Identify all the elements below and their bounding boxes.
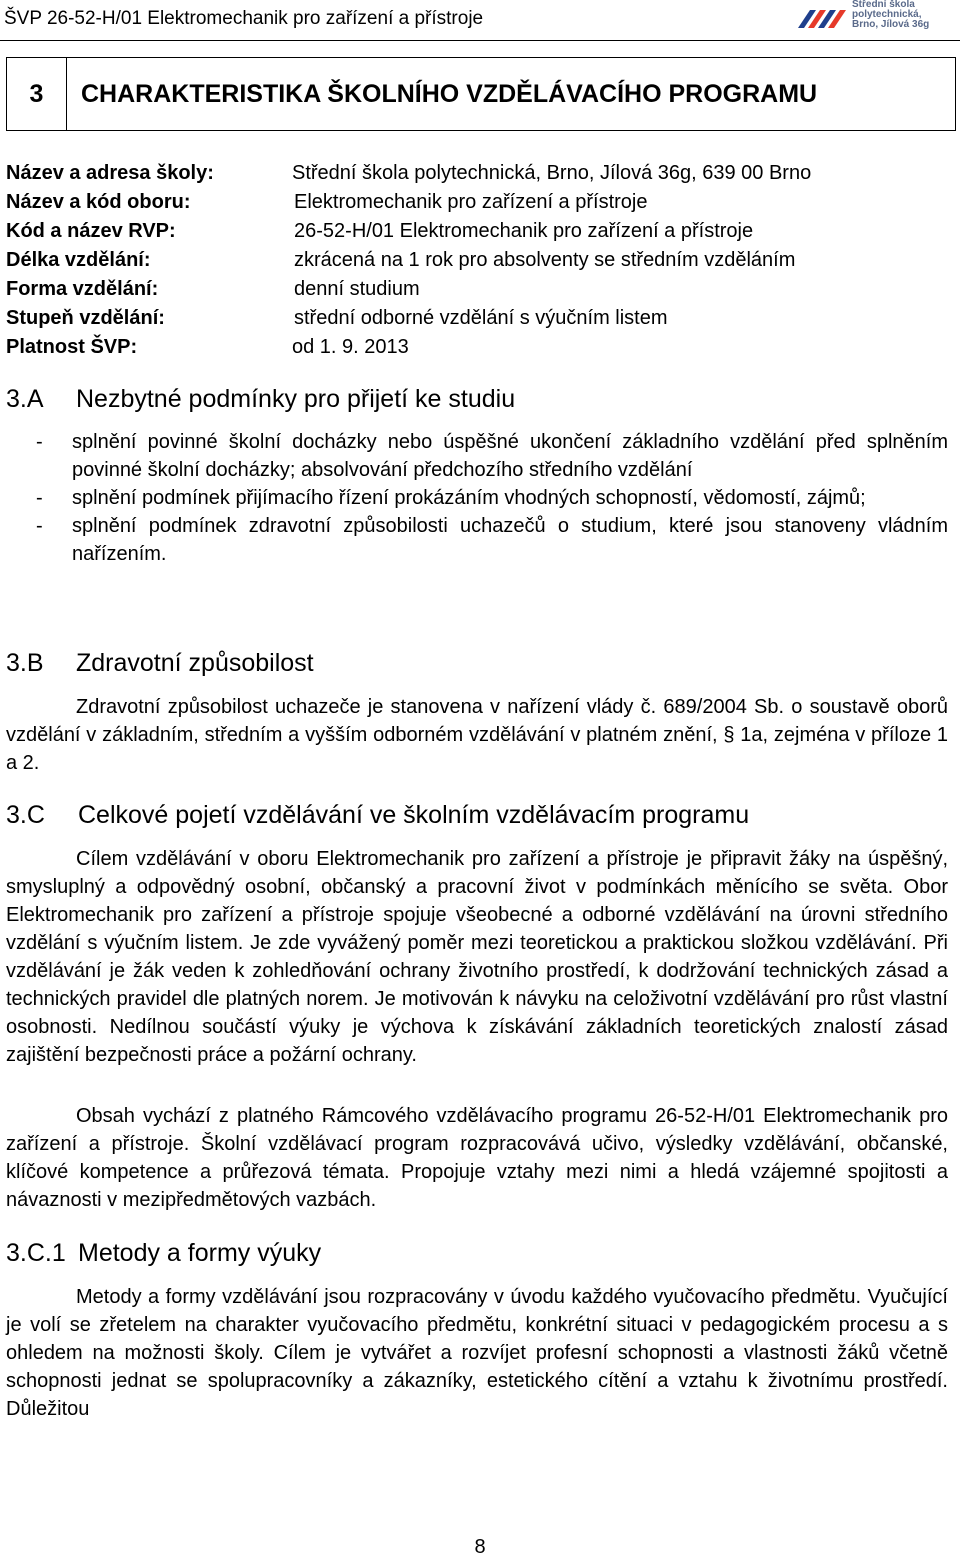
bullet-dash: - xyxy=(36,487,43,509)
section-a-heading xyxy=(6,385,516,414)
chapter-heading xyxy=(6,57,956,131)
section-c-paragraph-1: Cílem vzdělávání v oboru Elektromechanik pro zařízení a přístroje je připravit žáky na úspěšný, smysluplný a odpovědný osobní, občanský a pracovní život v podmínkách měnícího se světa. Obor Elektromechanik pro zařízení a přístroje spojuje všeobecné a odborné vzdělávání na úrovni středního vzdělání s výučním listem. Je zde vyvážený poměr mezi teoretickou a praktickou složkou vzdělávání. Při vzdělávání je žák veden k zohledňování ochrany životního prostředí, k dodržování technických zásad a technických pravidel dle platných norem. Je motivován k návyku na celoživotní vzdělávání pro růst vlastní osobnosti. Nedílnou součástí výuky je výchova k získávání základních teoretických znalostí zásad zajištění bezpečnosti práce a požární ochrany. xyxy=(6,848,948,1066)
logo-line: Brno, Jílová 36g xyxy=(852,19,930,30)
section-title: Zdravotní způsobilost xyxy=(76,649,314,677)
chapter-number: 3 xyxy=(7,58,67,130)
logo-line: Střední škola xyxy=(852,0,915,10)
info-label: Název a adresa školy: xyxy=(6,162,214,184)
school-info-table xyxy=(6,162,956,365)
page-number: 8 xyxy=(474,1536,486,1558)
info-label: Platnost ŠVP: xyxy=(6,336,138,358)
section-number: 3.C xyxy=(6,801,45,829)
info-value: 26-52-H/01 Elektromechanik pro zařízení a přístroje xyxy=(294,220,754,242)
bullet-dash: - xyxy=(36,515,43,537)
section-c-paragraph-2: Obsah vychází z platného Rámcového vzdělávacího programu 26-52-H/01 Elektromechanik pro zařízení a přístroje. Školní vzdělávací program rozpracovává učivo, výsledky vzdělávání, občanské, klíčové kompetence a průřezová témata. Propojuje vztahy mezi nimi a hledá vzájemné spojitosti a návaznosti v mezipředmětových vazbách. xyxy=(6,1105,948,1211)
list-item xyxy=(6,484,948,512)
info-row xyxy=(6,162,956,191)
info-value: Elektromechanik pro zařízení a přístroje xyxy=(294,191,648,213)
info-label: Forma vzdělání: xyxy=(6,278,159,300)
section-title: Nezbytné podmínky pro přijetí ke studiu xyxy=(76,385,516,413)
chapter-title: CHARAKTERISTIKA ŠKOLNÍHO VZDĚLÁVACÍHO PROGRAMU xyxy=(81,80,818,108)
logo-line: polytechnická, xyxy=(852,9,922,20)
section-b-paragraph: Zdravotní způsobilost uchazeče je stanovena v nařízení vlády č. 689/2004 Sb. o soustavě oborů vzdělání v základním, středním a vyšším odborném vzdělávání v platném znění, § 1a, zejména v příloze 1 a 2. xyxy=(6,696,948,774)
info-row xyxy=(6,336,956,365)
info-row xyxy=(6,278,956,307)
list-item xyxy=(6,428,948,484)
info-value: zkrácená na 1 rok pro absolventy se středním vzděláním xyxy=(294,249,796,271)
info-row xyxy=(6,220,956,249)
info-value: Střední škola polytechnická, Brno, Jílová 36g, 639 00 Brno xyxy=(292,162,812,184)
section-title: Celkové pojetí vzdělávání ve školním vzdělávacím programu xyxy=(78,801,750,829)
info-row xyxy=(6,191,956,220)
list-item-text: splnění podmínek zdravotní způsobilosti uchazečů o studium, které jsou stanoveny vládním nařízením. xyxy=(72,515,948,565)
info-value: od 1. 9. 2013 xyxy=(292,336,409,358)
section-c1-paragraph: Metody a formy vzdělávání jsou rozpracovány v úvodu každého vyučovacího předmětu. Vyučující je volí se zřetelem na charakter vyučovacího předmětu, konkrétní situaci v pedagogickém procesu a s ohledem na možnosti školy. Cílem je vytvářet a rozvíjet profesní schopnosti a vlastnosti žáků včetně schopnosti jednat se spolupracovníky a zákazníky, estetického cítění a vztahu k životnímu prostředí. Důležitou xyxy=(6,1286,948,1420)
info-label: Délka vzdělání: xyxy=(6,249,151,271)
logo-mark-icon xyxy=(796,4,850,30)
admission-conditions-list xyxy=(6,428,948,568)
info-label: Stupeň vzdělání: xyxy=(6,307,165,329)
info-row xyxy=(6,307,956,336)
info-value: denní studium xyxy=(294,278,420,300)
section-title: Metody a formy výuky xyxy=(78,1239,322,1267)
section-b-heading xyxy=(6,649,314,678)
info-label: Kód a název RVP: xyxy=(6,220,176,242)
info-label: Název a kód oboru: xyxy=(6,191,191,213)
section-c-heading xyxy=(6,801,750,830)
section-number: 3.A xyxy=(6,385,44,413)
bullet-dash: - xyxy=(36,431,43,453)
school-logo xyxy=(796,0,956,36)
list-item xyxy=(6,512,948,568)
section-number: 3.B xyxy=(6,649,44,677)
page-header xyxy=(0,0,960,44)
logo-text xyxy=(852,0,929,30)
section-number: 3.C.1 xyxy=(6,1239,66,1267)
section-c1-heading xyxy=(6,1239,322,1268)
header-divider xyxy=(0,40,960,41)
list-item-text: splnění povinné školní docházky nebo úspěšné ukončení základního vzdělání před splněním povinné školní docházky; absolvování předchozího středního vzdělání xyxy=(72,431,948,481)
info-row xyxy=(6,249,956,278)
info-value: střední odborné vzdělání s výučním listem xyxy=(294,307,668,329)
list-item-text: splnění podmínek přijímacího řízení prokázáním vhodných schopností, vědomostí, zájmů; xyxy=(72,487,866,509)
header-title: ŠVP 26-52-H/01 Elektromechanik pro zařízení a přístroje xyxy=(4,8,484,29)
